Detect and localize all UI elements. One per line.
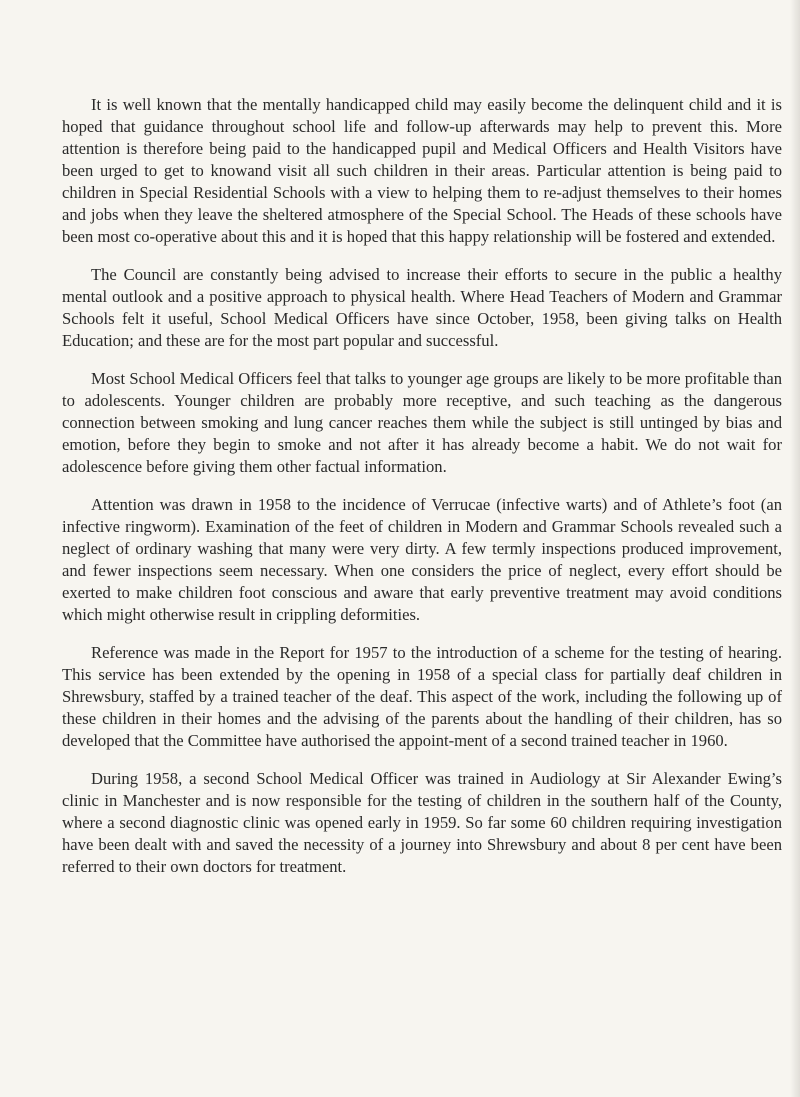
paragraph-younger-age-groups: Most School Medical Officers feel that talks to younger age groups are likely to be more profitable than to adolescents. Younger children are probably more receptive, and such teaching as the dangerous connection between smoking and lung cancer reaches them while the subject is still untinged by bias and emotion, before they begin to smoke and not after it has already become a habit. We do not wait for adolescence before giving them other factual information. <box>62 369 782 476</box>
paragraph-audiology: During 1958, a second School Medical Officer was trained in Audiology at Sir Alexander Ewing’s clinic in Manchester and is now responsible for the testing of children in the southern half of the County, where a second diagnostic clinic was opened early in 1959. So far some 60 children requiring investigation have been dealt with and saved the necessity of a journey into Shrewsbury and about 8 per cent have been referred to their own doctors for treatment. <box>62 769 782 876</box>
paragraph-verrucae: Attention was drawn in 1958 to the incidence of Verrucae (infective warts) and of Athlete’s foot (an infective ringworm). Examination of the feet of children in Modern and Grammar Schools revealed such a neglect of ordinary washing that many were very dirty. A few termly inspections produced improvement, and fewer inspections seem necessary. When one considers the price of neglect, every effort should be exerted to make children foot conscious and aware that early preventive treatment may avoid conditions which might otherwise result in crippling deformities. <box>62 495 782 624</box>
paragraph-hearing-testing: Reference was made in the Report for 1957 to the introduction of a scheme for the testing of hearing. This service has been extended by the opening in 1958 of a special class for partially deaf children in Shrewsbury, staffed by a trained teacher of the deaf. This aspect of the work, including the following up of these children in their homes and the advising of the parents about the handling of their children, has so developed that the Committee have authorised the appoint-ment of a second trained teacher in 1960. <box>62 643 782 750</box>
paragraph-mentally-handicapped: It is well known that the mentally handicapped child may easily become the delinquent child and it is hoped that guidance throughout school life and follow-up afterwards may help to prevent this. More attention is therefore being paid to the handicapped pupil and Medical Officers and Health Visitors have been urged to get to knowand visit all such children in their areas. Particular attention is being paid to children in Special Residential Schools with a view to helping them to re-adjust themselves to their homes and jobs when they leave the sheltered atmosphere of the Special School. The Heads of these schools have been most co-operative about this and it is hoped that this happy relationship will be fostered and extended. <box>62 95 782 246</box>
body-text <box>62 94 782 878</box>
paragraph-health-education: The Council are constantly being advised to increase their efforts to secure in the public a healthy mental outlook and a positive approach to physical health. Where Head Teachers of Modern and Grammar Schools felt it useful, School Medical Officers have since October, 1958, been giving talks on Health Education; and these are for the most part popular and successful. <box>62 265 782 350</box>
page-edge-shadow <box>790 0 800 1097</box>
